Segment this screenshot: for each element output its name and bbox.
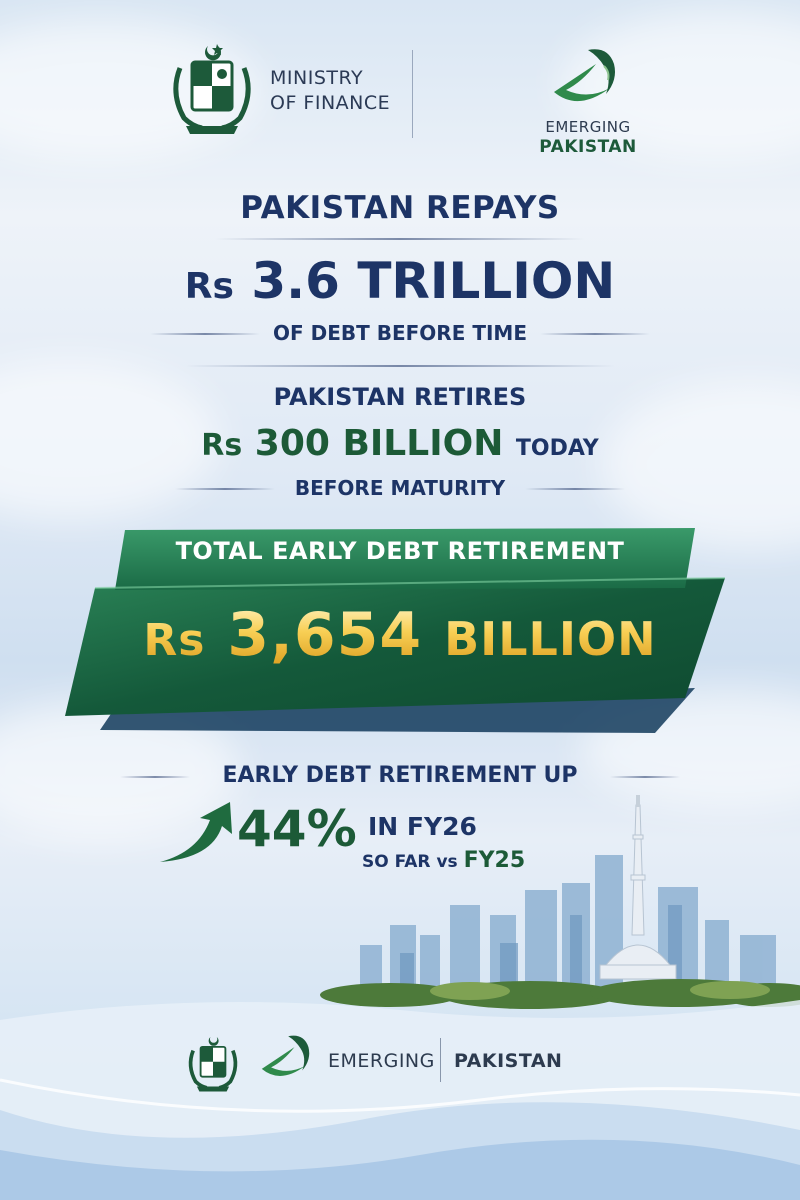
footer-brand-left: EMERGING xyxy=(328,1050,435,1072)
divider-line xyxy=(185,365,615,367)
total-amount xyxy=(0,600,800,670)
total-unit: BILLION xyxy=(444,612,657,666)
divider-line xyxy=(540,333,650,335)
repays-heading: PAKISTAN REPAYS xyxy=(240,190,560,226)
repays-value: 3.6 TRILLION xyxy=(251,252,616,310)
footer-ministry-emblem-icon xyxy=(182,1030,244,1096)
retires-currency: Rs xyxy=(201,428,243,463)
total-currency: Rs xyxy=(143,615,206,666)
total-value: 3,654 xyxy=(227,600,423,670)
divider-line xyxy=(525,488,625,490)
growth-period: IN FY26 xyxy=(368,812,477,841)
up-arrow-icon xyxy=(158,800,238,866)
ministry-name xyxy=(270,66,390,116)
growth-heading: EARLY DEBT RETIREMENT UP xyxy=(222,763,578,788)
total-label: TOTAL EARLY DEBT RETIREMENT xyxy=(175,537,625,565)
retires-amount xyxy=(0,423,800,464)
growth-comparison-year: FY25 xyxy=(463,848,526,873)
repays-subtext: OF DEBT BEFORE TIME xyxy=(273,321,527,345)
header-divider xyxy=(412,50,413,138)
footer-emerging-logo-icon xyxy=(256,1030,322,1086)
divider-line xyxy=(215,238,585,240)
wave-background xyxy=(0,990,800,1200)
repays-currency: Rs xyxy=(184,266,234,307)
footer-brand-right: PAKISTAN xyxy=(454,1050,563,1072)
retires-suffix: TODAY xyxy=(515,436,599,461)
brand-line-2: PAKISTAN xyxy=(539,137,637,157)
footer-divider xyxy=(440,1038,441,1082)
growth-comparison-text: SO FAR vs xyxy=(362,852,458,872)
retires-subtext: BEFORE MATURITY xyxy=(294,476,506,500)
divider-line xyxy=(610,776,680,778)
ministry-emblem-icon xyxy=(162,38,262,138)
growth-percent: 44% xyxy=(237,800,357,858)
repays-amount xyxy=(0,252,800,310)
retires-heading: PAKISTAN RETIRES xyxy=(273,383,527,411)
emerging-pakistan-logo-icon xyxy=(548,42,630,114)
brand-line-1: EMERGING xyxy=(545,118,631,136)
ministry-line-2: OF FINANCE xyxy=(270,92,391,114)
city-skyline xyxy=(300,795,800,1010)
retires-value: 300 BILLION xyxy=(254,423,504,464)
ministry-line-1: MINISTRY xyxy=(270,67,364,89)
